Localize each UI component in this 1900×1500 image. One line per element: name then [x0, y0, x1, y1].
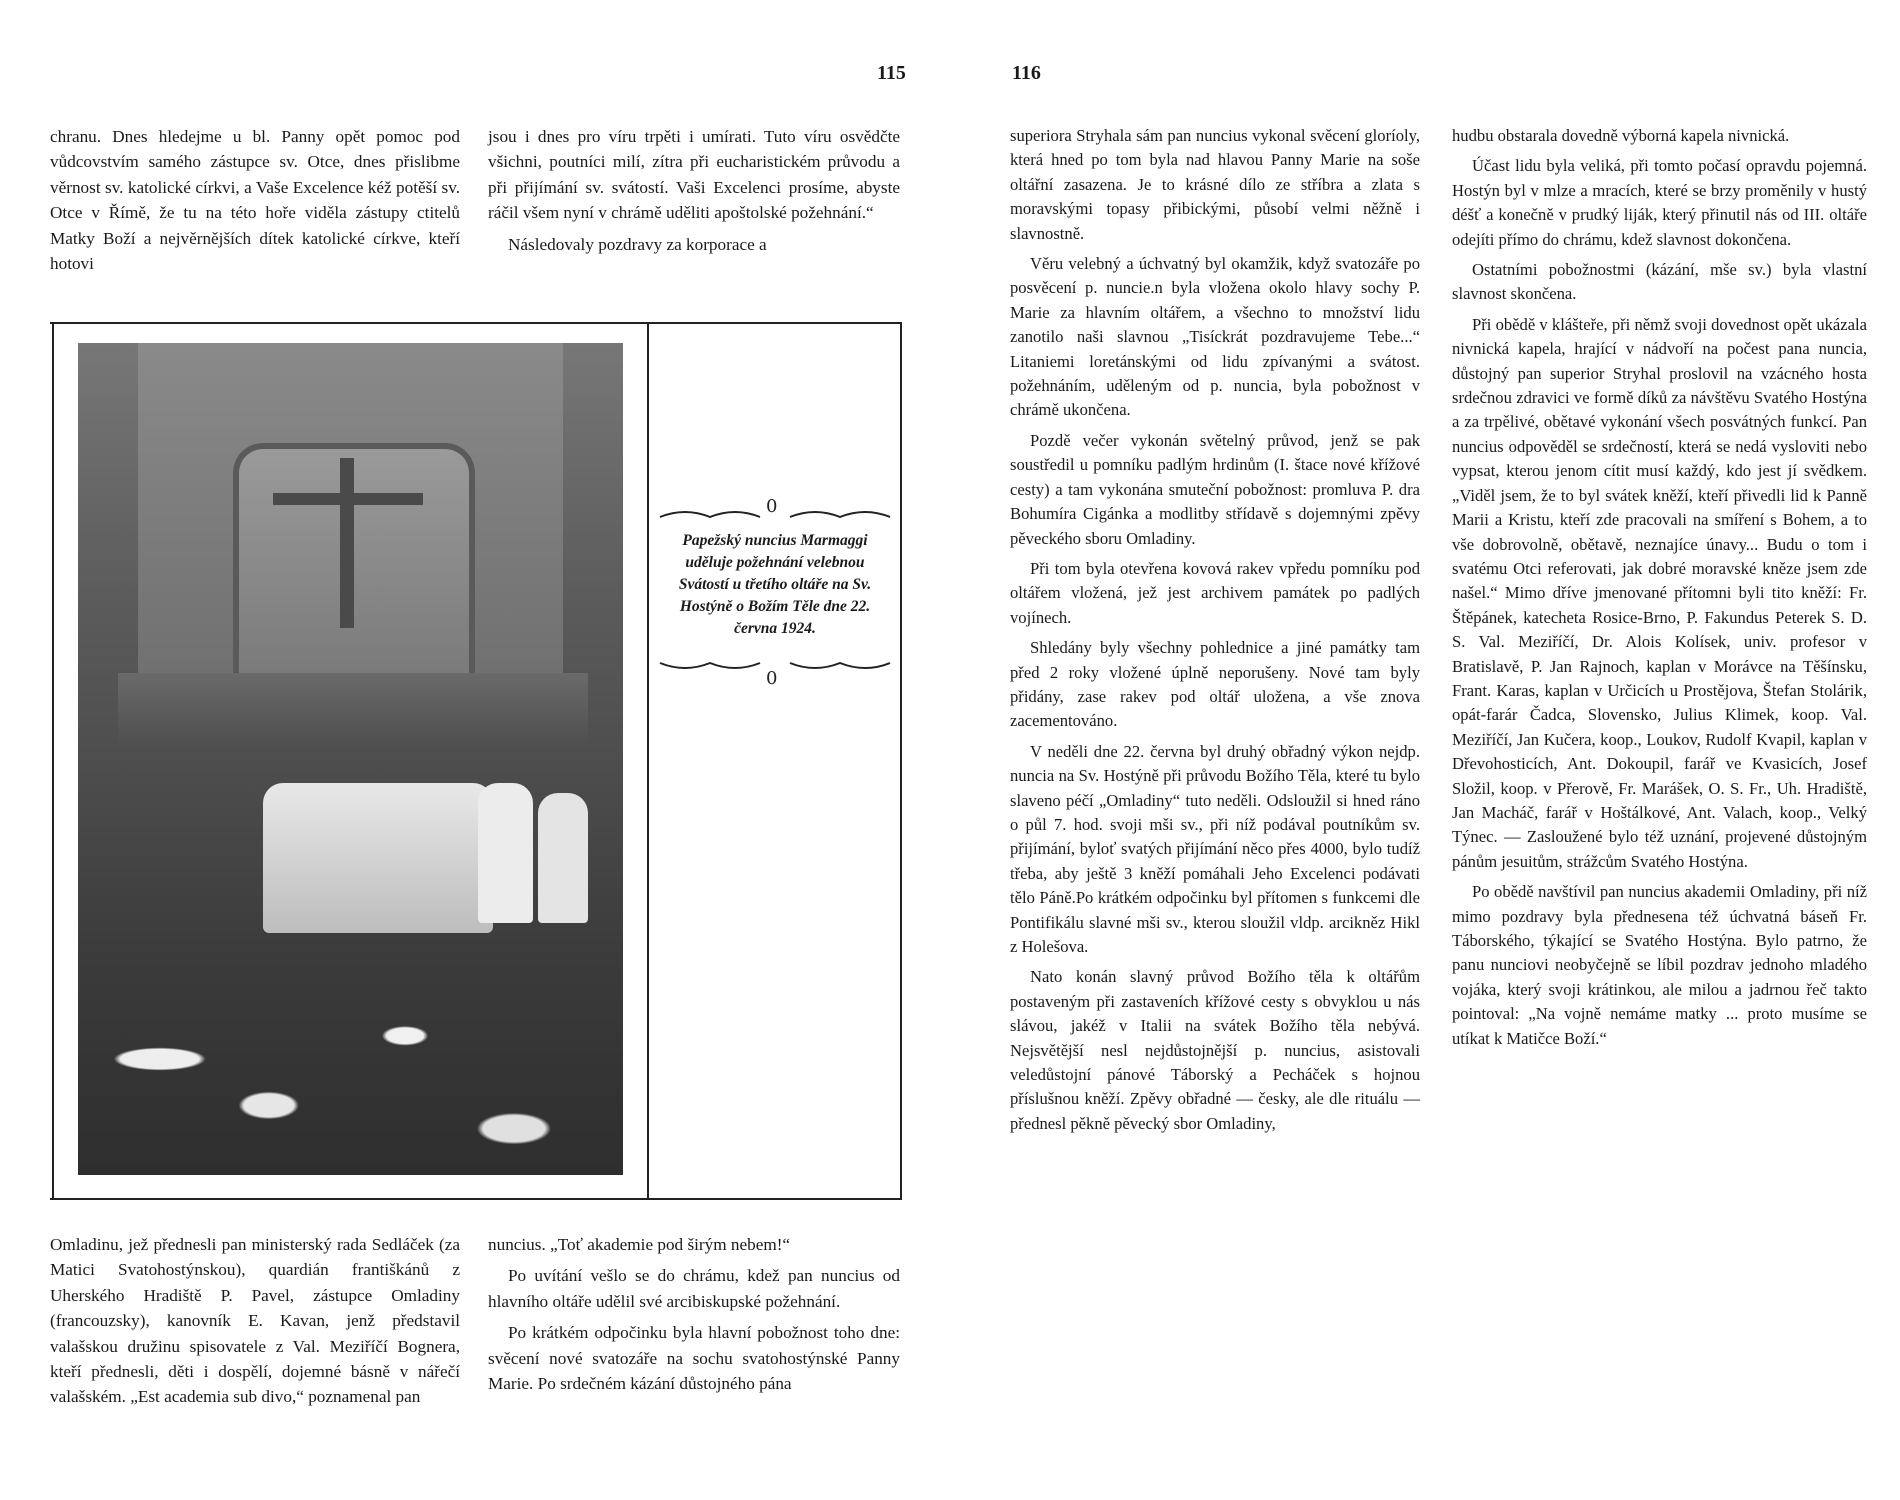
ornament-top-glyph: 0: [766, 496, 778, 517]
frame-rule-bottom: [50, 1198, 902, 1200]
photo-canopy: [263, 783, 493, 933]
photo-caption: Papežský nuncius Marmaggi uděluje požehnání velebnou Svátostí u třetího oltáře na Sv. Hostýně o Božím Těle dne 22. června 1924.: [678, 532, 872, 637]
paragraph: Po obědě navštívil pan nuncius akademii Omladiny, při níž mimo pozdravy byla přednesena též úchvatná báseň Fr. Táborského, týkající se Svatého Hostýna. Bylo patrno, že panu nunciovi neobyčejně se líbil pozdrav jednoho mladého vojáka, který svoji krátinkou, ale milou a jadrnou řeč takto pointoval: „Na vojně nemáme matky ... proto musíme se utíkat k Matičce Boží.“: [1452, 882, 1867, 1048]
photo-figure: [478, 783, 533, 923]
frame-rule-left: [52, 322, 54, 1200]
photo-cross-vertical: [340, 458, 354, 628]
paragraph: Věru velebný a úchvatný byl okamžik, když svatozáře po posvěcení p. nuncie.n byla vložena okolo hlavy sochy P. Marie za hlavním oltářem, a všechno to množství lidu zanotilo naši slavnou „Tisíckrát pozdravujeme Tebe...“ Litaniemi loretánskými od lidu zpívanými a svátost. požehnáním, uděleným od p. nuncia, byla pobožnost v chrámě ukončena.: [1010, 254, 1420, 420]
right-column-1: [1010, 124, 1420, 1136]
frame-rule-right: [900, 322, 902, 1200]
photo-cross-horizontal: [273, 493, 423, 505]
right-column-2: [1452, 124, 1867, 1051]
left-bottom-column-2: [488, 1232, 900, 1396]
photo-altar: [118, 673, 588, 743]
paragraph: Při tom byla otevřena kovová rakev vpředu pomníku pod oltářem vložená, jež jest archivem památek po padlých vojínech.: [1010, 558, 1420, 627]
paragraph: Ostatními pobožnostmi (kázání, mše sv.) byla vlastní slavnost skončena.: [1452, 260, 1867, 304]
paragraph: Nato konán slavný průvod Božího těla k oltářům postaveným při zastaveních křížové cesty s obvyklou u nás slávou, jakéž v Italii na svátek Božího těla nebývá. Nejsvětější nesl nejdůstojnější p. nuncius, asistovali veledůstojní pánové Táborský a Pecháček s hojnou příslušnou kněží. Zpěvy obřadné — česky, ale dle rituálu — přednesl pěkně pěvecký sbor Omladiny,: [1010, 967, 1420, 1133]
photo-crowd: [78, 943, 623, 1175]
paragraph: superiora Stryhala sám pan nuncius vykonal svěcení gloríoly, která hned po tom byla nad hlavou Panny Marie na soše oltářní zasazena. Je to krásné dílo ze stříbra a zlata s moravskými topasy přibickými, působí velmi něžně i slavnostně.: [1010, 126, 1420, 243]
photograph: [78, 343, 623, 1175]
paragraph: Při obědě v klášteře, při němž svoji dovednost opět ukázala nivnická kapela, hrající v nádvoří na počest pana nuncia, důstojný pan superior Stryhal proslovil na vzácného hosta srdečnou zdravici ve formě díků za návštěvu Svatého Hostýna a za trpělivé, obětavé vykonání všech posvátných funkcí. Pan nuncius odpověděl se srdečností, která se nedá vysloviti nebo vypsat, kterou jenom cítit musí každý, kdo jest jí svědkem. „Viděl jsem, že to byl svátek kněží, kteří přivedli lid k Panně Marii a Kristu, kteří zde pracovali na smíření s Bohem, a to vše dobrovolně, obětavě, neznajíce únavy... Budu o tom i svatému Otci referovati, jak dobré moravské kněze jsem zde našel.“ Mimo dříve jmenované přítomni byli tito kněží: Fr. Štěpánek, katecheta Rosice-Brno, P. Fakundus Peterek S. D. S. Val. Meziříčí, Dr. Alois Kolísek, univ. profesor v Bratislavě, P. Jan Rajnoch, kaplan v Morávce na Těšínsku, Frant. Karas, kaplan v Určicích u Prostějova, Štefan Stolárik, opát-farár Čadca, Slovensko, Julius Klimek, koop. Val. Meziříčí, Jan Kučera, koop., Loukov, Rudolf Kvapil, kaplan v Dřevohosticích, Ant. Dokoupil, farář ve Kvasicích, Josef Složil, koop. v Přerově, Fr. Marášek, O. S. Fr., Uh. Hradiště, Jan Macháč, farář v Hoštálkové, Ant. Valach, koop., Velký Týnec. — Zasloužené bylo též uznání, projevené důstojným pánům jesuitům, strážcům Svatého Hostýna.: [1452, 314, 1867, 871]
photo-figure: [538, 793, 588, 923]
paragraph: Po uvítání vešlo se do chrámu, kdež pan nuncius od hlavního oltáře udělil své arcibiskupské požehnání.: [488, 1266, 900, 1311]
paragraph: chranu. Dnes hledejme u bl. Panny opět pomoc pod vůdcovstvím samého zástupce sv. Otce, dnes přislibme věrnost sv. katolické církvi, a Vaše Excelence kéž potěší sv. Otce v Římě, že tu na této hoře viděla zástupy ctitelů Matky Boží a nejvěrnějších dítek katolické církve, kteří hotovi: [50, 127, 460, 274]
left-page-number: 115: [877, 62, 906, 84]
frame-rule-middle: [647, 322, 649, 1200]
paragraph: Po krátkém odpočinku byla hlavní pobožnost toho dne: svěcení nové svatozáře na sochu svatohostýnské Panny Marie. Po srdečném kázání důstojného pána: [488, 1323, 900, 1394]
paragraph: nuncius. „Toť akademie pod širým nebem!“: [488, 1235, 791, 1254]
paragraph: Shledány byly všechny pohlednice a jiné památky tam před 2 roky vložené úplně neporušeny. Nové tam byly přidány, zase rakev pod oltář uložena, a vše znova zacementováno.: [1010, 638, 1420, 731]
ornament-bottom-glyph: 0: [766, 668, 778, 689]
paragraph: V neděli dne 22. června byl druhý obřadný výkon nejdp. nuncia na Sv. Hostýně při průvodu Božího Těla, které tu bylo slaveno péčí „Omladiny“ tuto neděli. Odsloužil si hned ráno o půl 7. hod. svoji mši sv., při níž podával poutníkům sv. přijímání, byloť svatých přijímání něco přes 4000, bylo tudíž třeba, aby ještě 3 kněží pomáhali Jeho Excelenci podávati tělo Páně.Po krátkém odpočinku byl přítomen s funkcemi dle Pontifikálu slavné mši sv., kterou sloužil vldp. arcikněz Hikl z Holešova.: [1010, 741, 1420, 956]
left-top-column-1: [50, 124, 460, 276]
photo-relief-panel: [233, 443, 475, 685]
left-top-column-2: [488, 124, 900, 257]
left-bottom-column-1: [50, 1232, 460, 1410]
paragraph: hudbu obstarala dovedně výborná kapela nivnická.: [1452, 126, 1790, 145]
paragraph: Účast lidu byla veliká, při tomto počasí opravdu pojemná. Hostýn byl v mlze a mracích, které se brzy proměnily v hustý déšť a konečně v prudký liják, který přinutil nás od III. oltáře odejíti přímo do chrámu, kdež slavnost dokončena.: [1452, 156, 1867, 249]
right-page-number: 116: [1012, 62, 1041, 84]
paragraph: Pozdě večer vykonán světelný průvod, jenž se pak soustředil u pomníku padlým hrdinům (I. štace nové křížové cesty) a tam vykonána smuteční pobožnost: promluva P. dra Bohumíra Cigánka a modlitby střídavě s dojemnými zpěvy pěveckého sboru Omladiny.: [1010, 430, 1420, 548]
paragraph: Následovaly pozdravy za korporace a: [508, 234, 767, 254]
frame-rule-top: [50, 322, 902, 324]
paragraph: Omladinu, jež přednesli pan ministerský rada Sedláček (za Matici Svatohostýnskou), quardián františkánů z Uherského Hradiště P. Pavel, zástupce Omladiny (francouzsky), kanovník E. Kavan, jenž představil valašskou družinu spisovatele z Val. Meziříčí Bognera, kteří přednesli, děti i dospělí, dojemné básně v nářečí valašském. „Est academia sub divo,“ poznamenal pan: [50, 1235, 460, 1407]
paragraph: jsou i dnes pro víru trpěti i umírati. Tuto víru osvědčte všichni, poutníci milí, zítra při eucharistickém průvodu a při přijímání sv. svátostí. Vaši Excelenci prosíme, abyste ráčil všem nyní v chrámě uděliti apoštolské požehnání.“: [488, 127, 900, 223]
